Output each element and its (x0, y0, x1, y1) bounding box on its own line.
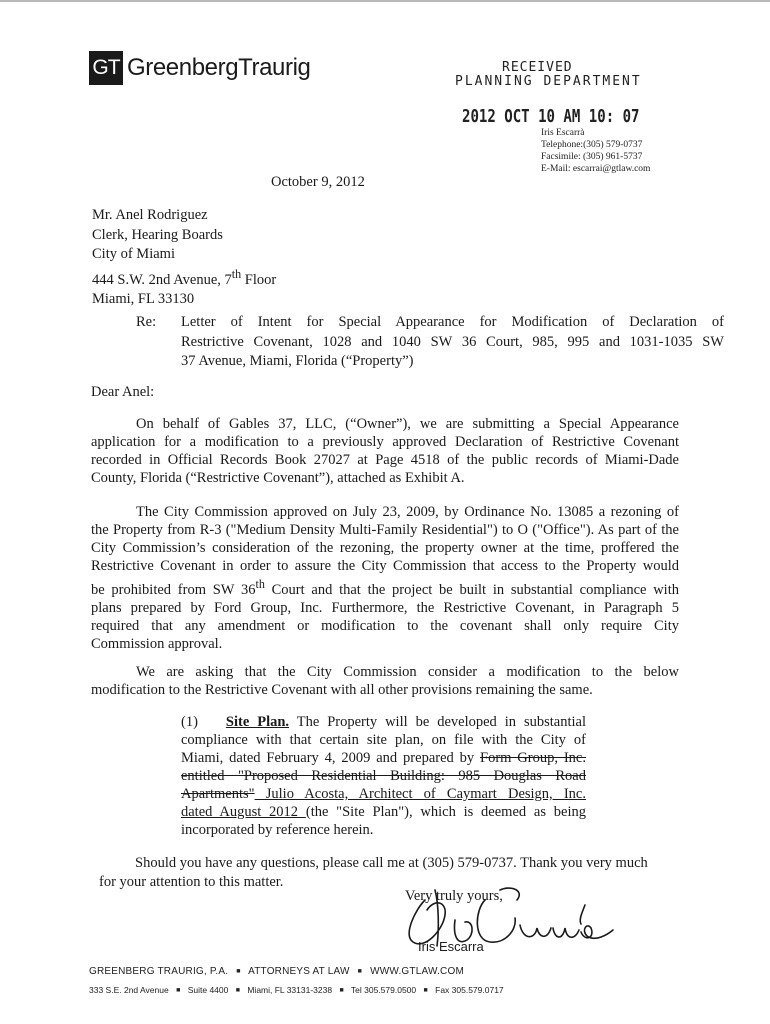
gt-logo-mark: GT (89, 51, 123, 85)
paragraph-3 (91, 663, 679, 699)
superscript: th (255, 577, 265, 591)
footer-attorneys: ATTORNEYS AT LAW (248, 966, 350, 977)
firm-name: GreenbergTraurig (127, 54, 311, 81)
recipient-line: City of Miami (92, 246, 175, 262)
footer-separator-icon: ■ (423, 987, 428, 994)
footer-firm-line (89, 966, 464, 977)
paragraph-line: modification to the Restrictive Covenant with all other provisions remaining the same. (91, 682, 593, 698)
recipient-line: Miami, FL 33130 (92, 290, 195, 307)
item-line (181, 803, 586, 821)
footer-telephone: Tel 305.579.0500 (350, 985, 417, 995)
paragraph-line: application for a modification to a previously approved Declaration of Restrictive Covenant (91, 434, 679, 450)
paragraph-line: On behalf of Gables 37, LLC, (“Owner”), we are submitting a Special Appearance (136, 416, 679, 432)
stamp-department: PLANNING DEPARTMENT (455, 74, 642, 89)
footer-separator-icon: ■ (235, 987, 240, 994)
site-plan-item (181, 713, 586, 839)
paragraph-line: the Property from R-3 ("Medium Density Multi-Family Residential") to O ("Office"). As part of the (91, 522, 679, 538)
inserted-text: dated August 2012 (181, 804, 306, 820)
item-line (181, 713, 586, 731)
paragraph-line: City Commission’s consideration of the rezoning, the property owner at the time, proffered the (91, 540, 679, 556)
closing-line-1: Should you have any questions, please call me at (305) 579-0737. Thank you very much (135, 855, 648, 871)
item-line: incorporated by reference herein. (181, 822, 374, 838)
paragraph-line: The City Commission approved on July 23, 2009, by Ordinance No. 13085 a rezoning of (136, 504, 679, 520)
subject-text (181, 313, 724, 372)
line-part: The Property will be developed in substantial (289, 714, 586, 730)
footer-website: WWW.GTLAW.COM (370, 966, 464, 977)
letter-date: October 9, 2012 (271, 174, 365, 190)
paragraph-line (91, 575, 679, 599)
footer-address-line (89, 985, 504, 995)
recipient-line: Clerk, Hearing Boards (92, 226, 223, 243)
struck-text: entitled "Proposed Residential Building: 985 Douglas Road (181, 768, 586, 784)
paragraph-1 (91, 415, 679, 487)
footer-city: Miami, FL 33131-3238 (247, 985, 333, 995)
footer-separator-icon: ■ (236, 968, 241, 975)
paragraph-line: Commission approval. (91, 635, 223, 652)
subject-line: Restrictive Covenant, 1028 and 1040 SW 36 Court, 985, 995 and 1031-1035 SW (181, 333, 724, 350)
item-line (181, 767, 586, 785)
signer-name: Iris Escarra (418, 939, 484, 954)
item-line (181, 749, 586, 767)
sender-email: E-Mail: escarrai@gtlaw.com (541, 164, 651, 174)
sender-contact-block (541, 127, 650, 175)
paragraph-2 (91, 503, 679, 653)
stamp-datetime: 2012 OCT 10 AM 10: 07 (462, 106, 640, 127)
item-line (181, 785, 586, 803)
subject-line: Letter of Intent for Special Appearance for Modification of Declaration of (181, 314, 724, 330)
received-stamp (455, 60, 675, 127)
top-border-line (0, 0, 770, 2)
item-heading: Site Plan. (225, 714, 290, 730)
footer-firm-name: GREENBERG TRAURIG, P.A. (89, 966, 229, 977)
sender-facsimile: Facsimile: (305) 961-5737 (541, 152, 643, 162)
salutation: Dear Anel: (91, 384, 155, 400)
valediction: Very truly yours, (405, 888, 503, 904)
stamp-received: RECEIVED (502, 60, 573, 75)
paragraph-line: Restrictive Covenant in order to assure the City Commission that access to the Property would (91, 558, 679, 574)
struck-text: Form Group, Inc. (480, 750, 586, 766)
subject-label: Re: (136, 314, 157, 330)
greenberg-traurig-logo (89, 50, 310, 86)
footer-separator-icon: ■ (357, 968, 363, 975)
inserted-text: Julio Acosta, Architect of Caymart Design, Inc. (254, 786, 586, 802)
item-line: compliance with that certain site plan, on file with the City of (181, 732, 586, 748)
closing-line-2: for your attention to this matter. (99, 874, 284, 890)
line-part: be prohibited from SW 36 (91, 581, 256, 598)
paragraph-line: County, Florida (“Restrictive Covenant”), attached as Exhibit A. (91, 470, 465, 486)
footer-suite: Suite 4400 (187, 985, 229, 995)
line-part: Miami, dated February 4, 2009 and prepared by (181, 750, 481, 766)
footer-street: 333 S.E. 2nd Avenue (89, 985, 169, 995)
recipient-superscript: th (231, 266, 242, 281)
subject-line: 37 Avenue, Miami, Florida (“Property”) (181, 353, 414, 369)
recipient-street: 444 S.W. 2nd Avenue, 7 (92, 271, 232, 288)
footer-fax: Fax 305.579.0717 (435, 985, 504, 995)
footer-separator-icon: ■ (339, 987, 344, 994)
footer-separator-icon: ■ (176, 987, 181, 994)
recipient-floor: Floor (241, 271, 277, 288)
paragraph-line: required that any amendment or modification to the covenant shall only require City (91, 617, 679, 634)
struck-text: Apartments" (181, 786, 255, 802)
line-part: Court and that the project be built in substantial compliance with (264, 581, 679, 598)
paragraph-line: plans prepared by Ford Group, Inc. Furthermore, the Restrictive Covenant, in Paragraph 5 (91, 599, 679, 616)
sender-telephone: Telephone:(305) 579-0737 (541, 140, 643, 150)
line-part: (the "Site Plan"), which is deemed as being (305, 804, 587, 820)
recipient-line-street (92, 265, 276, 290)
recipient-line: Mr. Anel Rodriguez (92, 207, 208, 223)
paragraph-line: recorded in Official Records Book 27027 at Page 4518 of the public records of Miami-Dade (91, 452, 679, 468)
paragraph-line: We are asking that the City Commission consider a modification to the below (136, 664, 679, 680)
recipient-address (92, 206, 276, 309)
item-number: (1) (181, 714, 198, 730)
sender-name: Iris Escarrà (541, 128, 585, 138)
